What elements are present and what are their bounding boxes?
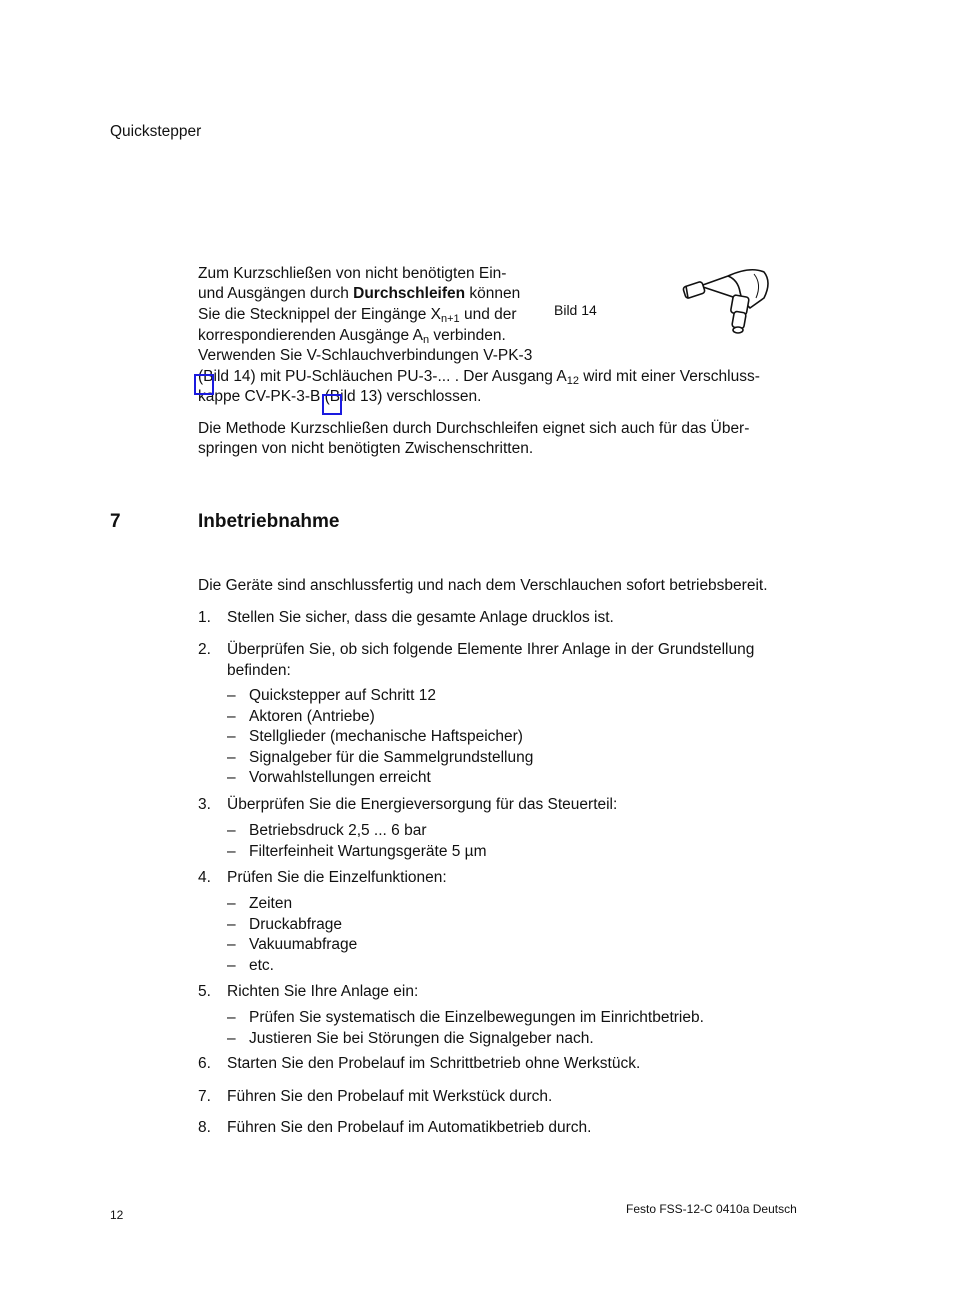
- running-title: Quickstepper: [110, 123, 202, 140]
- text: und der: [459, 306, 517, 323]
- sub-item: Vakuumabfrage: [249, 936, 358, 954]
- text: und Ausgängen durch: [198, 285, 354, 302]
- sub-item: Zeiten: [249, 895, 293, 912]
- text-line: [198, 284, 520, 304]
- section-number: 7: [110, 511, 121, 532]
- bold-term: Durchschleifen: [353, 285, 466, 302]
- text-line: Die Methode Kurzschließen durch Durchschleifen eignet sich auch für das Über-: [198, 420, 750, 437]
- section-title: Inbetriebnahme: [198, 511, 340, 532]
- step-number: 6.: [198, 1055, 211, 1072]
- step-number: 4.: [198, 869, 211, 886]
- step-text: Prüfen Sie die Einzelfunktionen:: [227, 869, 447, 886]
- step-text: Führen Sie den Probelauf im Automatikbetrieb durch.: [227, 1119, 592, 1136]
- figure-caption: Bild 14: [554, 302, 597, 318]
- sub-item: Signalgeber für die Sammelgrundstellung: [249, 748, 534, 766]
- step-text: Starten Sie den Probelauf im Schrittbetrieb ohne Werkstück.: [227, 1055, 641, 1072]
- dash-bullet: –: [227, 728, 236, 746]
- subscript: 12: [566, 375, 579, 387]
- step-text-continued: befinden:: [227, 662, 291, 679]
- step-text: Stellen Sie sicher, dass die gesamte Anlage drucklos ist.: [227, 609, 614, 626]
- intro-text: Die Geräte sind anschlussfertig und nach dem Verschlauchen sofort betriebsbereit.: [198, 577, 768, 594]
- dash-bullet: –: [227, 748, 236, 766]
- dash-bullet: –: [227, 956, 236, 974]
- text-line: [198, 326, 506, 346]
- sub-item: Justieren Sie bei Störungen die Signalgeber nach.: [249, 1029, 594, 1047]
- step-text: Richten Sie Ihre Anlage ein:: [227, 983, 419, 1000]
- text-line: Zum Kurzschließen von nicht benötigten Ein-: [198, 265, 507, 282]
- v-connector-illustration: [680, 264, 772, 336]
- text: können: [465, 285, 521, 302]
- text: Sie die Stecknippel der Eingänge X: [198, 306, 441, 323]
- text: (Bild 14) mit PU-Schläuchen PU-3-... . Der Ausgang A: [198, 368, 567, 385]
- sub-item: Prüfen Sie systematisch die Einzelbewegungen im Einrichtbetrieb.: [249, 1009, 704, 1026]
- sub-item: Stellglieder (mechanische Haftspeicher): [249, 728, 523, 746]
- dash-bullet: –: [227, 842, 236, 860]
- text-line: [198, 367, 760, 387]
- step-text: Überprüfen Sie, ob sich folgende Elemente Ihrer Anlage in der Grundstellung: [227, 641, 755, 658]
- subscript: n+1: [441, 313, 460, 325]
- step-number: 2.: [198, 641, 211, 658]
- link-highlight-bild-13[interactable]: [322, 394, 342, 415]
- step-number: 3.: [198, 796, 211, 813]
- subscript: n: [422, 334, 430, 346]
- dash-bullet: –: [227, 687, 236, 704]
- step-text: Führen Sie den Probelauf mit Werkstück durch.: [227, 1088, 553, 1105]
- dash-bullet: –: [227, 1009, 236, 1026]
- sub-item: Filterfeinheit Wartungsgeräte 5 µm: [249, 842, 487, 860]
- dash-bullet: –: [227, 895, 236, 912]
- step-number: 1.: [198, 609, 211, 626]
- text: wird mit einer Verschluss-: [578, 368, 760, 385]
- sub-item: Betriebsdruck 2,5 ... 6 bar: [249, 822, 427, 839]
- dash-bullet: –: [227, 1029, 236, 1047]
- text: verbinden.: [429, 327, 506, 344]
- link-highlight-bild-14[interactable]: [194, 374, 214, 395]
- text-line: Verwenden Sie V-Schlauchverbindungen V-PK-3: [198, 347, 533, 364]
- document-id: Festo FSS-12-C 0410a Deutsch: [626, 1202, 797, 1216]
- page-number: 12: [110, 1208, 124, 1222]
- step-number: 5.: [198, 983, 211, 1000]
- sub-item: etc.: [249, 956, 274, 974]
- dash-bullet: –: [227, 936, 236, 954]
- sub-item: Druckabfrage: [249, 915, 343, 933]
- dash-bullet: –: [227, 707, 236, 725]
- dash-bullet: –: [227, 822, 236, 839]
- dash-bullet: –: [227, 915, 236, 933]
- text-line: [198, 305, 517, 325]
- step-number: 8.: [198, 1119, 211, 1136]
- step-number: 7.: [198, 1088, 211, 1105]
- step-text: Überprüfen Sie die Energieversorgung für das Steuerteil:: [227, 796, 618, 813]
- text-line: kappe CV-PK-3-B (Bild 13) verschlossen.: [198, 388, 482, 405]
- sub-item: Quickstepper auf Schritt 12: [249, 687, 436, 704]
- sub-item: Vorwahlstellungen erreicht: [249, 769, 431, 787]
- text-line: springen von nicht benötigten Zwischenschritten.: [198, 440, 534, 457]
- text: korrespondierenden Ausgänge A: [198, 327, 423, 344]
- sub-item: Aktoren (Antriebe): [249, 707, 375, 725]
- dash-bullet: –: [227, 769, 236, 787]
